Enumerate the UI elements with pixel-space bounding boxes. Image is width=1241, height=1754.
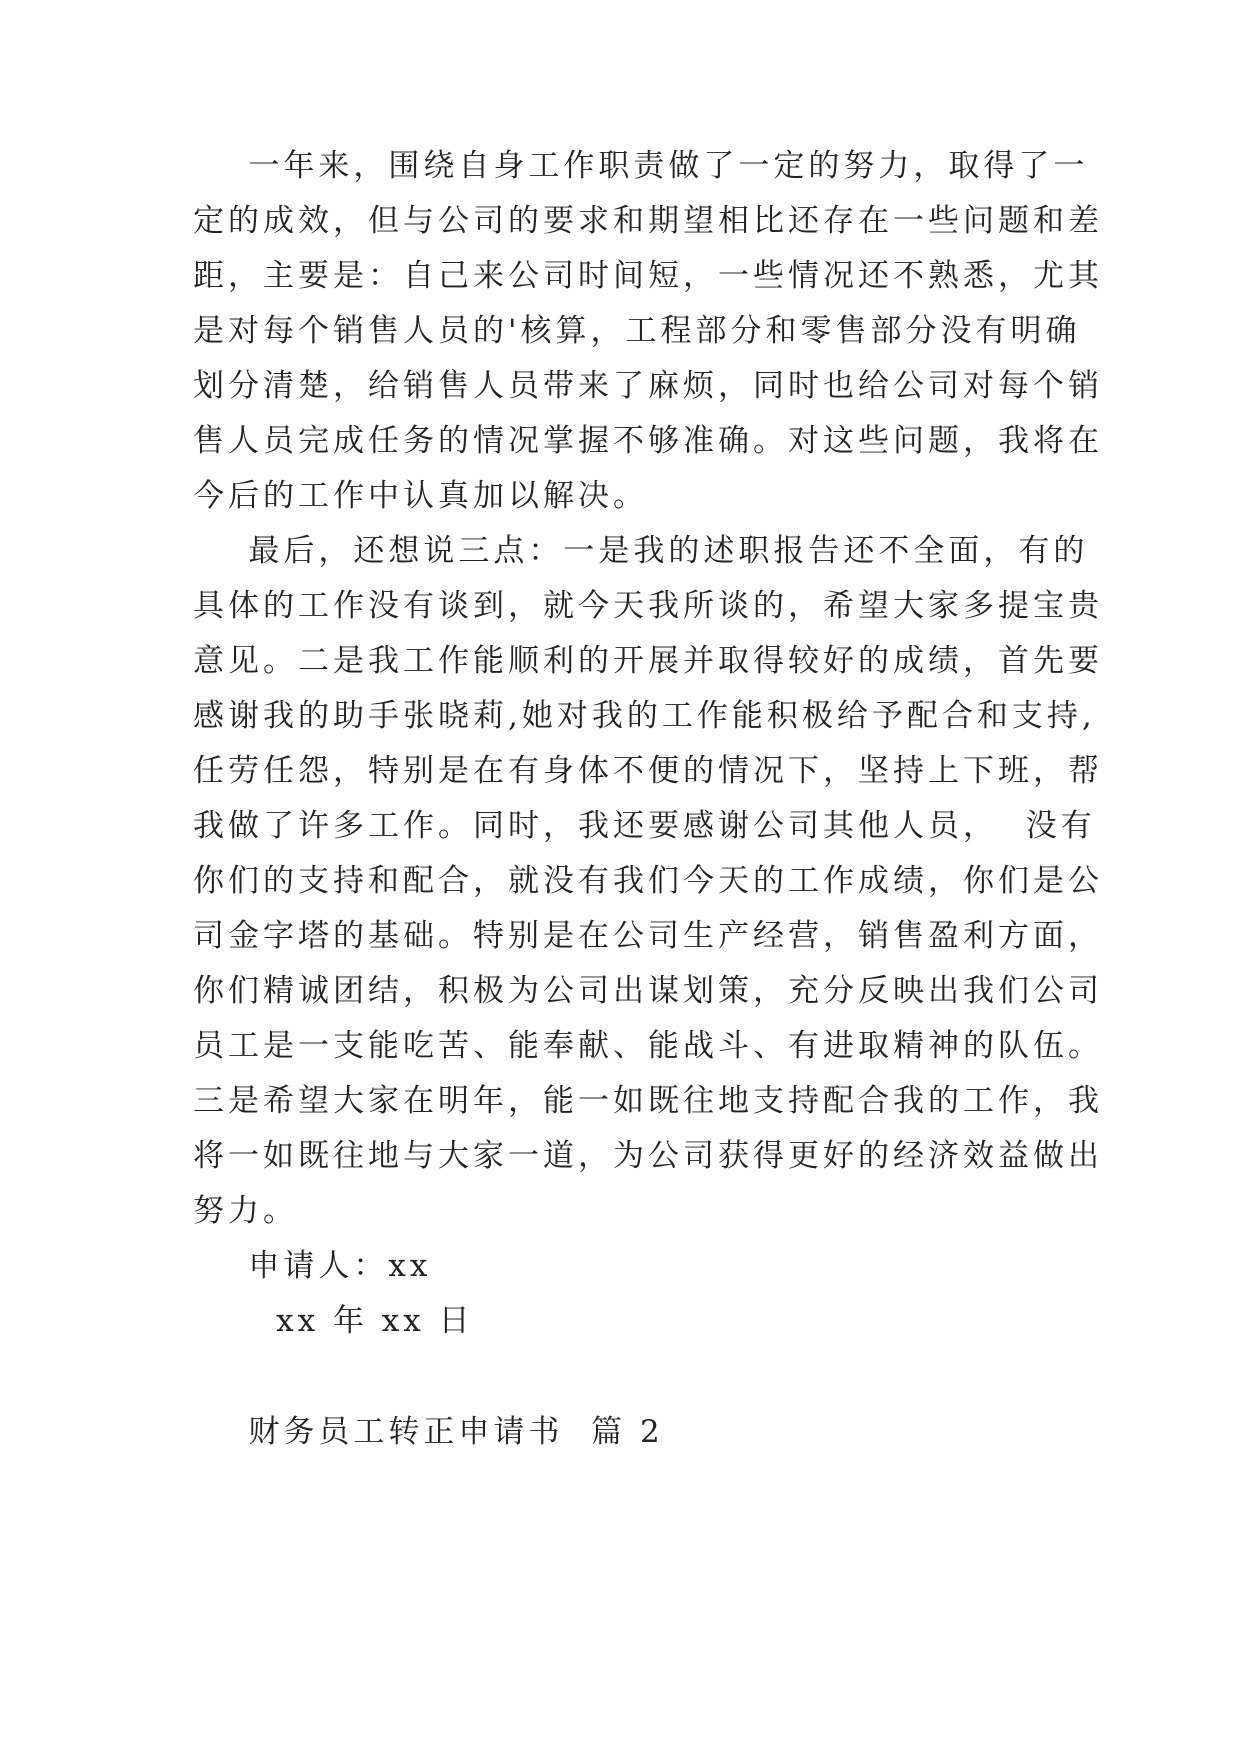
paragraph-2-line: 感谢我的助手张晓莉,她对我的工作能积极给予配合和支持, bbox=[193, 698, 1096, 734]
paragraph-1-line: 是对每个销售人员的'核算，工程部分和零售部分没有明确 bbox=[193, 313, 1081, 349]
paragraph-1-line: 售人员完成任务的情况掌握不够准确。对这些问题，我将在 bbox=[193, 423, 1103, 459]
paragraph-2-line: 任劳任怨，特别是在有身体不便的情况下，坚持上下班，帮 bbox=[193, 753, 1103, 789]
paragraph-2-line: 员工是一支能吃苦、能奉献、能战斗、有进取精神的队伍。 bbox=[193, 1028, 1103, 1064]
paragraph-2-line: 将一如既往地与大家一道，为公司获得更好的经济效益做出 bbox=[193, 1138, 1103, 1174]
paragraph-1-line: 一年来，围绕自身工作职责做了一定的努力，取得了一 bbox=[193, 148, 1089, 184]
paragraph-2-line: 最后，还想说三点：一是我的述职报告还不全面，有的 bbox=[193, 533, 1089, 569]
paragraph-2-line: 努力。 bbox=[193, 1193, 298, 1229]
paragraph-2-line: 司金字塔的基础。特别是在公司生产经营，销售盈利方面， bbox=[193, 918, 1103, 954]
paragraph-2-line: 我做了许多工作。同时，我还要感谢公司其他人员， 没有 bbox=[193, 808, 1096, 844]
paragraph-2-line: 三是希望大家在明年，能一如既往地支持配合我的工作，我 bbox=[193, 1083, 1103, 1119]
paragraph-2-line: 具体的工作没有谈到，就今天我所谈的，希望大家多提宝贵 bbox=[193, 588, 1103, 624]
paragraph-1-line: 定的成效，但与公司的要求和期望相比还存在一些问题和差 bbox=[193, 203, 1103, 239]
paragraph-2-line: 你们的支持和配合，就没有我们今天的工作成绩，你们是公 bbox=[193, 863, 1103, 899]
section-title: 财务员工转正申请书 篇 2 bbox=[193, 1414, 664, 1450]
paragraph-1-line: 距，主要是：自己来公司时间短，一些情况还不熟悉，尤其 bbox=[193, 258, 1103, 294]
paragraph-2-line: 你们精诚团结，积极为公司出谋划策，充分反映出我们公司 bbox=[193, 973, 1103, 1009]
paragraph-1-line: 划分清楚，给销售人员带来了麻烦，同时也给公司对每个销 bbox=[193, 368, 1103, 404]
date-line: xx 年 xx 日 bbox=[193, 1303, 474, 1339]
paragraph-2-line: 意见。二是我工作能顺利的开展并取得较好的成绩，首先要 bbox=[193, 643, 1103, 679]
paragraph-1-line: 今后的工作中认真加以解决。 bbox=[193, 478, 648, 514]
applicant-line: 申请人：xx bbox=[193, 1248, 432, 1284]
